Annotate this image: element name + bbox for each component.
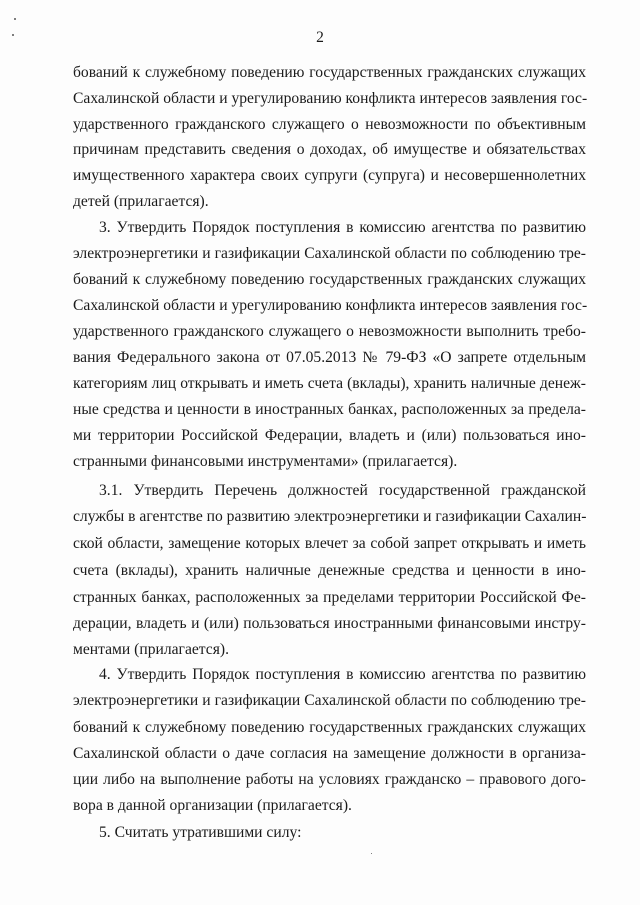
text-line: электроэнергетики и газификации Сахалинской области по соблюдению тре- (73, 245, 586, 262)
text-line: бований к служебному поведению государственных гражданских служащих (73, 719, 586, 736)
text-line: бований к служебному поведению государственных гражданских служащих (73, 64, 586, 81)
text-line: Сахалинской области и урегулированию конфликта интересов заявления гос- (73, 90, 588, 107)
text-line: категориям лиц открывать и иметь счета (вклады), хранить наличные денеж- (73, 375, 586, 392)
text-line: службы в агентстве по развитию электроэнергетики и газификации Сахалин- (73, 508, 587, 525)
text-line: странных банках, расположенных за пределами территории Российской Фе- (73, 589, 586, 606)
text-line: бований к служебному поведению государственных гражданских служащих (73, 271, 586, 288)
text-line: ми территории Российской Федерации, владеть и (или) пользоваться ино- (73, 427, 586, 444)
text-line: вора в данной организации (прилагается). (73, 797, 352, 814)
scan-speck (371, 853, 372, 854)
scan-speck (12, 34, 14, 36)
text-line: счета (вклады), хранить наличные денежные средства и ценности в ино- (73, 562, 586, 579)
text-line: странными финансовыми инструментами» (прилагается). (73, 453, 458, 470)
text-line: ментами (прилагается). (73, 641, 229, 658)
text-line: дерации, владеть и (или) пользоваться иностранными финансовыми инстру- (73, 615, 586, 632)
text-line: ные средства и ценности в иностранных банках, расположенных за предела- (73, 401, 586, 418)
text-line: детей (прилагается). (73, 193, 209, 210)
text-line: ции либо на выполнение работы на условиях гражданско – правового дого- (73, 771, 586, 788)
text-line: вания Федерального закона от 07.05.2013 № 79-ФЗ «О запрете отдельным (73, 349, 586, 366)
text-line: причинам представить сведения о доходах, об имуществе и обязательствах (73, 141, 586, 158)
text-line: Сахалинской области о даче согласия на замещение должности в организа- (73, 745, 586, 762)
text-line: электроэнергетики и газификации Сахалинской области по соблюдению тре- (73, 692, 586, 709)
paragraph-3-first-line: 3. Утвердить Порядок поступления в комиссию агентства по развитию (99, 219, 586, 236)
paragraph-3-1-first-line: 3.1. Утвердить Перечень должностей государственной гражданской (99, 482, 586, 499)
text-line: ской области, замещение которых влечет за собой запрет открывать и иметь (73, 535, 586, 552)
page-number: 2 (316, 29, 324, 46)
paragraph-4-first-line: 4. Утвердить Порядок поступления в комиссию агентства по развитию (99, 666, 586, 683)
paragraph-5-line: 5. Считать утратившими силу: (99, 824, 302, 841)
text-line: ударственного гражданского служащего о невозможности по объективным (73, 116, 586, 133)
text-line: имущественного характера своих супруги (супруга) и несовершеннолетних (73, 167, 586, 184)
text-line: Сахалинской области и урегулированию конфликта интересов заявления гос- (73, 297, 588, 314)
text-line: ударственного гражданского служащего о невозможности выполнить требо- (73, 323, 586, 340)
scan-speck (14, 18, 16, 20)
